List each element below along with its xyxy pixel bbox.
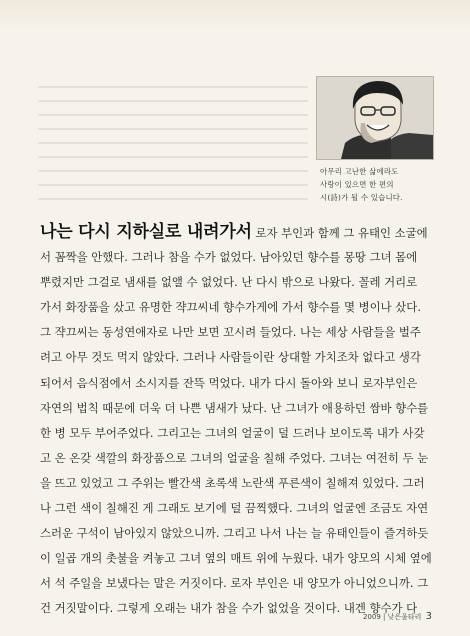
- body-line: 이 일곱 개의 촛불을 켜놓고 그녀 옆의 매트 위에 누웠다. 내가 양모의 시체 옆에: [40, 551, 432, 566]
- body-line: 서 석 주일을 보냈다는 말은 거짓이다. 로자 부인은 내 양모가 아니었으니까. 그: [40, 576, 429, 591]
- page-number: 3: [425, 611, 432, 622]
- body-line: 려고 아무 것도 먹지 않았다. 그러나 사람들이란 상대할 가치조차 없다고 생각: [40, 350, 421, 365]
- footer-label: 2009 | 낮은울타리: [362, 613, 422, 621]
- top-bleed-through: [0, 0, 470, 30]
- body-first-line: [40, 220, 440, 245]
- photo-caption: [320, 165, 450, 204]
- caption-line: 시(詩)가 될 수 있습니다.: [320, 193, 403, 202]
- article-body: [40, 220, 440, 622]
- lead-phrase: 나는 다시 지하실로 내려가서: [40, 222, 252, 242]
- page-footer: [363, 611, 432, 622]
- caption-line: 아무리 고난한 삶에라도: [320, 167, 399, 176]
- body-line: 자연의 법칙 때문에 더욱 더 나쁜 냄새가 났다. 난 그녀가 애용하던 쌈바 향수를: [40, 400, 429, 415]
- body-line: 그 쟉끄씨는 동성연애자로 나만 보면 꼬시려 들었다. 나는 세상 사람들을 벌주: [40, 325, 421, 340]
- caption-line: 사랑이 있으면 한 편의: [320, 180, 394, 189]
- body-line: 서 꼼짝을 안했다. 그러나 참을 수가 없었다. 남아있던 향수를 몽땅 그녀 몸에: [40, 250, 418, 265]
- body-line-rest: 로자 부인과 함께 그 유태인 소굴에: [251, 226, 428, 240]
- body-line: 나 그런 색이 칠해진 게 그래도 보기에 덜 끔찍했다. 그녀의 얼굴엔 조금도 자연: [40, 501, 429, 516]
- body-line: 가서 화장품을 샀고 유명한 쟉끄씨네 향수가게에 가서 향수를 몇 병이나 샀다.: [40, 300, 421, 315]
- author-portrait: [316, 76, 434, 160]
- body-line: 되어서 음식점에서 소시지를 잔뜩 먹었다. 내가 다시 돌아와 보니 로자부인은: [40, 375, 418, 390]
- body-line: 을 뜨고 있었고 그 주위는 빨간색 초록색 노란색 푸른색이 칠해져 있었다. 그러: [40, 475, 425, 490]
- body-line: 건 거짓말이다. 그렇게 오래는 내가 참을 수가 없었을 것이다. 내겐 향수가 다: [40, 601, 418, 616]
- portrait-illustration: [317, 77, 433, 159]
- body-line: 스러운 구석이 남아있지 않았으니까. 그리고 나서 나는 늘 유태인들이 즐겨하듯: [40, 526, 429, 541]
- bleed-through-text: [38, 74, 308, 214]
- body-line: 뿌렸지만 그걸로 냄새를 없앨 수 없었다. 난 다시 밖으로 나왔다. 꼴레 거리로: [40, 275, 418, 290]
- body-line: 고 온 온갖 색깔의 화장품으로 그녀의 얼굴을 칠해 주었다. 그녀는 여전히 두 눈: [40, 450, 429, 465]
- body-line: 한 병 모두 부어주었다. 그리고는 그녀의 얼굴이 덜 드러나 보이도록 내가 사갖: [40, 425, 425, 440]
